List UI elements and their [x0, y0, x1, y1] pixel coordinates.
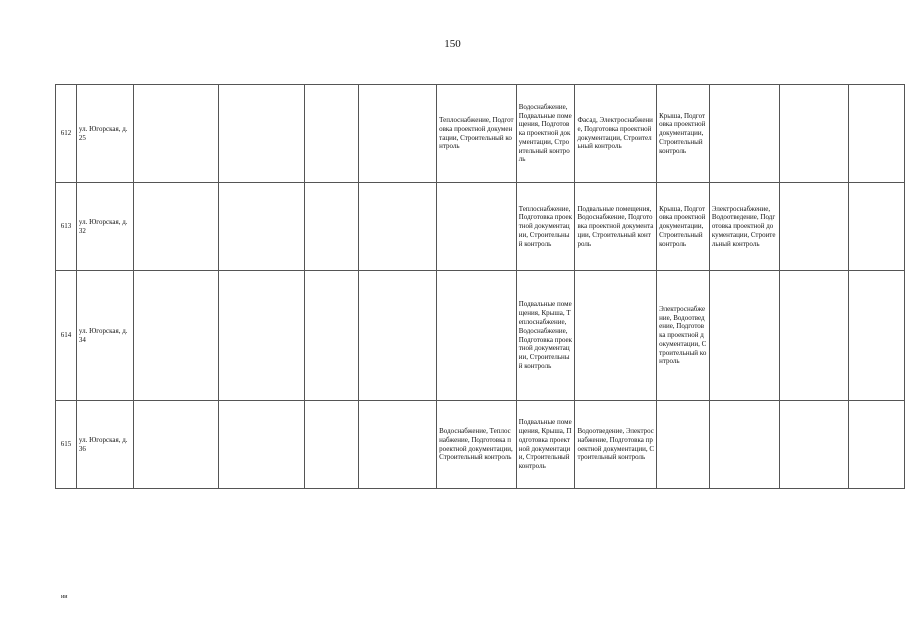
address-cell: ул. Югорская, д. 32: [76, 183, 133, 271]
empty-cell: [779, 183, 849, 271]
empty-cell: [779, 401, 849, 489]
work-cell: Водоснабжение, Подвальные помещения, Подготовка проектной документации, Строительный контроль: [516, 85, 575, 183]
footer-mark: ии: [61, 594, 68, 600]
work-schedule-table: [55, 84, 905, 489]
work-cell: [437, 183, 517, 271]
empty-cell: [779, 271, 849, 401]
work-cell: Водоотведение, Электроснабжение, Подготовка проектной документации, Строительный контроль: [575, 401, 657, 489]
work-cell: Фасад, Электроснабжение, Подготовка проектной документации, Строительный контроль: [575, 85, 657, 183]
empty-cell: [358, 401, 437, 489]
work-cell: [575, 271, 657, 401]
work-cell: Водоснабжение, Теплоснабжение, Подготовка проектной документации, Строительный контроль: [437, 401, 517, 489]
work-cell: Электроснабжение, Водоотведение, Подготовка проектной документации, Строительный контроль: [657, 271, 710, 401]
empty-cell: [304, 401, 358, 489]
empty-cell: [358, 271, 437, 401]
empty-cell: [849, 85, 905, 183]
empty-cell: [849, 183, 905, 271]
row-number: 612: [56, 85, 77, 183]
table-row: [56, 401, 905, 489]
page-number: 150: [444, 38, 461, 50]
empty-cell: [219, 183, 305, 271]
empty-cell: [133, 401, 219, 489]
work-cell: [709, 271, 779, 401]
work-cell: Электроснабжение, Водоотведение, Подготовка проектной документации, Строительный контроль: [709, 183, 779, 271]
empty-cell: [304, 271, 358, 401]
work-cell: Теплоснабжение, Подготовка проектной документации, Строительный контроль: [437, 85, 517, 183]
work-cell: Подвальные помещения, Водоснабжение, Подготовка проектной документации, Строительный контроль: [575, 183, 657, 271]
row-number: 615: [56, 401, 77, 489]
work-cell: Крыша, Подготовка проектной документации, Строительный контроль: [657, 85, 710, 183]
empty-cell: [358, 85, 437, 183]
empty-cell: [304, 183, 358, 271]
work-cell: [437, 271, 517, 401]
table-row: [56, 183, 905, 271]
empty-cell: [133, 183, 219, 271]
empty-cell: [133, 85, 219, 183]
table-row: [56, 85, 905, 183]
work-cell: [657, 401, 710, 489]
work-cell: Подвальные помещения, Крыша, Теплоснабжение, Водоснабжение, Подготовка проектной документации, Строительный контроль: [516, 271, 575, 401]
empty-cell: [219, 85, 305, 183]
empty-cell: [219, 401, 305, 489]
empty-cell: [133, 271, 219, 401]
work-cell: [709, 85, 779, 183]
address-cell: ул. Югорская, д. 36: [76, 401, 133, 489]
row-number: 614: [56, 271, 77, 401]
work-cell: Подвальные помещения, Крыша, Подготовка проектной документации, Строительный контроль: [516, 401, 575, 489]
empty-cell: [849, 401, 905, 489]
table-row: [56, 271, 905, 401]
row-number: 613: [56, 183, 77, 271]
empty-cell: [358, 183, 437, 271]
address-cell: ул. Югорская, д. 25: [76, 85, 133, 183]
work-cell: [709, 401, 779, 489]
work-cell: Теплоснабжение, Подготовка проектной документации, Строительный контроль: [516, 183, 575, 271]
work-cell: Крыша, Подготовка проектной документации, Строительный контроль: [657, 183, 710, 271]
empty-cell: [779, 85, 849, 183]
empty-cell: [219, 271, 305, 401]
address-cell: ул. Югорская, д. 34: [76, 271, 133, 401]
empty-cell: [304, 85, 358, 183]
empty-cell: [849, 271, 905, 401]
